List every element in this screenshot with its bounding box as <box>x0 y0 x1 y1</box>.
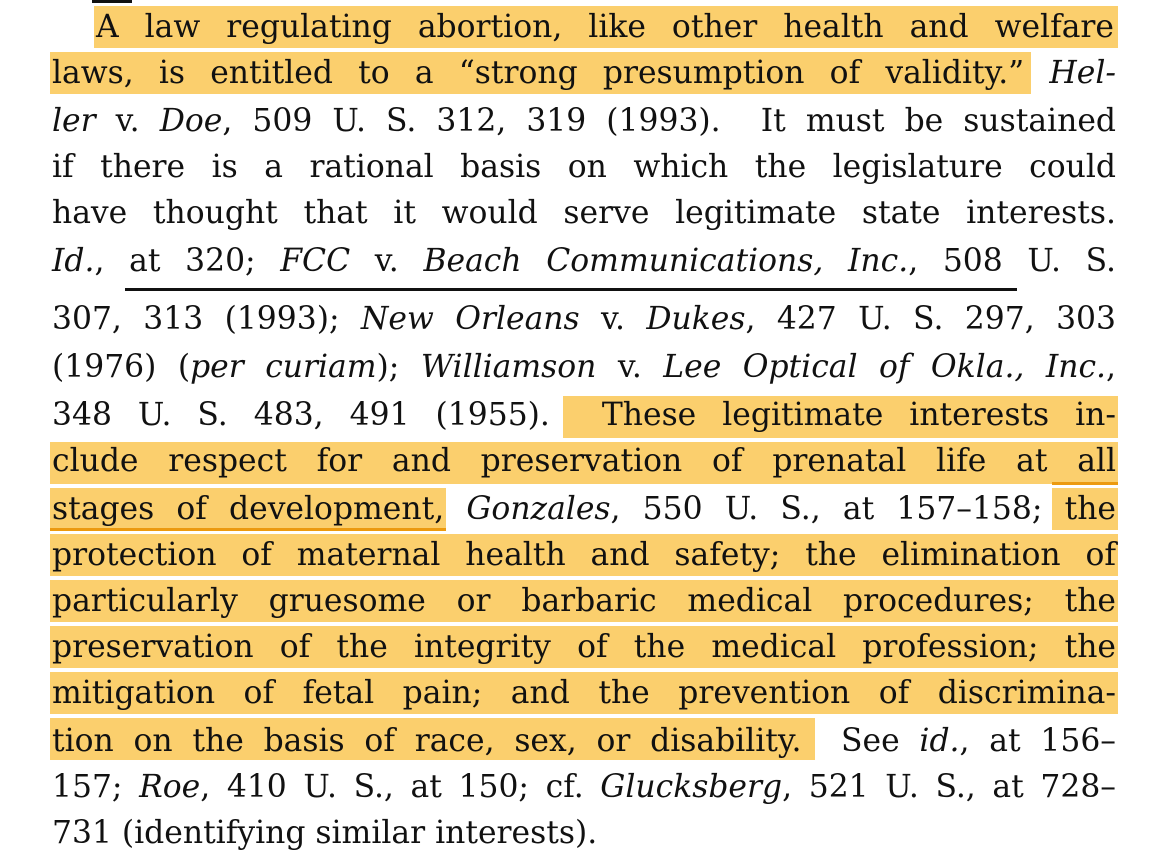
paragraph-line <box>52 764 1116 810</box>
paragraph-line <box>52 532 1116 578</box>
text-segment: 348 U. S. 483, 491 (1955). These legitimate interests in- <box>52 397 1116 433</box>
text-segment: v. <box>350 243 424 279</box>
italic-text-segment: Glucksberg <box>600 769 783 805</box>
text-segment: , 509 U. S. 312, 319 (1993). It must be sustained <box>222 103 1116 139</box>
text-segment: v. <box>596 349 664 385</box>
text-segment: , at 320; <box>94 243 281 279</box>
text-segment: tion on the basis of race, sex, or disability. See <box>52 723 920 759</box>
italic-text-segment: Gonzales <box>466 491 611 527</box>
paragraph-line <box>52 810 1116 856</box>
text-segment: (1976) ( <box>52 349 191 385</box>
paragraph-line <box>52 392 1116 438</box>
text-segment: stages of development, <box>52 491 467 527</box>
italic-text-segment: FCC <box>280 243 351 279</box>
italic-text-segment: Beach Communications, Inc. <box>423 243 909 279</box>
paragraph-line <box>52 144 1116 190</box>
paragraph-line <box>52 438 1116 484</box>
paragraph-line <box>52 190 1116 236</box>
text-segment: preservation of the integrity of the medical profession; the <box>52 629 1116 665</box>
text-segment: clude respect for and preservation of prenatal life at all <box>52 443 1116 479</box>
text-segment: protection of maternal health and safety; the elimination of <box>52 537 1116 573</box>
paragraph-line <box>52 296 1116 342</box>
underline-dark <box>125 288 1017 291</box>
paragraph-line <box>52 344 1116 390</box>
paragraph-line <box>52 624 1116 670</box>
paragraph-line <box>52 718 1116 764</box>
italic-text-segment: per curiam <box>190 349 377 385</box>
italic-text-segment: Id. <box>52 243 95 279</box>
text-segment: , 508 U. S. <box>908 243 1116 279</box>
text-segment: have thought that it would serve legitimate state interests. <box>52 195 1116 231</box>
text-segment: A law regulating abortion, like other health and welfare <box>96 9 1114 45</box>
italic-text-segment: New Orleans <box>360 301 580 337</box>
paragraph-line <box>52 98 1116 144</box>
italic-text-segment: Doe <box>159 103 223 139</box>
text-segment: laws, is entitled to a “strong presumption of validity.” <box>52 55 1050 91</box>
italic-text-segment: Hel- <box>1049 55 1116 91</box>
paragraph-line <box>52 50 1116 96</box>
paragraph-line <box>96 4 1114 50</box>
text-segment: v. <box>95 103 160 139</box>
italic-text-segment: Dukes <box>646 301 746 337</box>
italic-text-segment: Lee Optical of Okla., Inc. <box>663 349 1107 385</box>
text-segment: , at 156– <box>959 723 1116 759</box>
text-segment: 731 (identifying similar interests). <box>52 815 598 851</box>
text-segment: particularly gruesome or barbaric medical procedures; the <box>52 583 1116 619</box>
text-segment: 157; <box>52 769 140 805</box>
text-segment: 307, 313 (1993); <box>52 301 361 337</box>
text-segment: mitigation of fetal pain; and the prevention of discrimina- <box>52 675 1116 711</box>
text-segment: , 410 U. S., at 150; cf. <box>200 769 601 805</box>
italic-text-segment: Roe <box>139 769 201 805</box>
italic-text-segment: ler <box>52 103 96 139</box>
text-segment: v. <box>579 301 647 337</box>
paragraph-line <box>52 670 1116 716</box>
paragraph-line <box>52 578 1116 624</box>
text-segment: ); <box>376 349 421 385</box>
cropped-text-fragment <box>92 0 132 3</box>
italic-text-segment: id. <box>919 723 960 759</box>
text-segment: , 521 U. S., at 728– <box>782 769 1116 805</box>
italic-text-segment: Williamson <box>420 349 597 385</box>
text-segment: , 427 U. S. 297, 303 <box>745 301 1116 337</box>
text-segment: , 550 U. S., at 157–158; the <box>610 491 1116 527</box>
text-segment: if there is a rational basis on which the legislature could <box>52 149 1116 185</box>
text-segment: , <box>1106 349 1117 385</box>
paragraph-line <box>52 238 1116 284</box>
paragraph-line <box>52 486 1116 532</box>
